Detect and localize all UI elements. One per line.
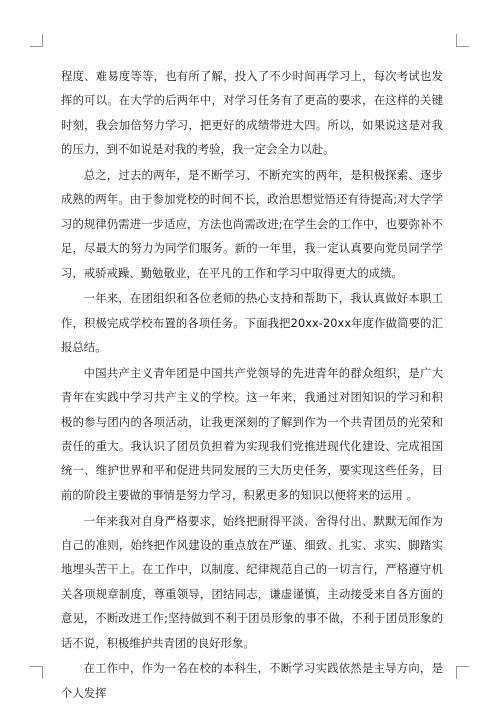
paragraph-continued: 程度、难易度等等，也有所了解，投入了不少时间再学习上，每次考试也发挥的可以。在大学的后两年中，对学习任务有了更高的要求，在这样的关键时刻，我会加倍努力学习，把更好的成绩带进大四。所以，如果说这是对我的压力，到不如说是对我的考验，我一定会全力以赴。 [61,70,443,157]
document-body [61,65,443,707]
paragraph-summary: 总之，过去的两年，是不断学习、不断充实的两年，是积极探索、逐步成熟的两年。由于参加党校的时间不长，政治思想觉悟还有待提高;对大学学习的规律仍需进一步适应，方法也尚需改进;在学生会的工作中，也要弥补不足，尽最大的努力为同学们服务。新的一年里，我一定认真要向党员同学学习，戒骄戒躁、勤勉敬业，在平凡的工作和学习中取得更大的成绩。 [61,168,443,280]
crop-mark-bottom-left [30,666,43,679]
paragraph-self-discipline: 一年来我对自身严格要求，始终把耐得平淡、舍得付出、默默无闻作为自己的准则，始终把作风建设的重点放在严谨、细致、扎实、求实、脚踏实地埋头苦干上。在工作中，以制度、纪律规范自己的一切言行，严格遵守机关各项规章制度，尊重领导，团结同志，谦虚谨慎，主动接受来自各方面的意见，不断改进工作;坚持做到不利于团员形象的事不做，不利于团员形象的话不说，积极维护共青团的良好形象。 [61,514,443,650]
crop-mark-top-right [456,34,469,47]
paragraph-work: 在工作中，作为一名在校的本科生，不断学习实践依然是主导方向，是个人发挥 [61,662,443,700]
crop-mark-top-left [30,34,43,47]
crop-mark-bottom-right [456,666,469,679]
paragraph-league-overview: 中国共产主义青年团是中国共产党领导的先进青年的群众组织，是广大青年在实践中学习共产主义的学校。这一年来，我通过对团知识的学习和积极的参与团内的各项活动，让我更深刻的了解到作为一个共青团员的光荣和责任的重大。我认识了团员负担着为实现我们党推进现代化建设、完成祖国统一、维护世界和平和促进共同发展的三大历史任务，要实现这些任务，目前的阶段主要做的事情是努力学习，积累更多的知识以便将来的运用 。 [61,366,443,502]
paragraph-year-intro: 一年来，在团组织和各位老师的热心支持和帮助下，我认真做好本职工作，积极完成学校布置的各项任务。下面我把20xx-20xx年度作做简要的汇报总结。 [61,292,443,355]
